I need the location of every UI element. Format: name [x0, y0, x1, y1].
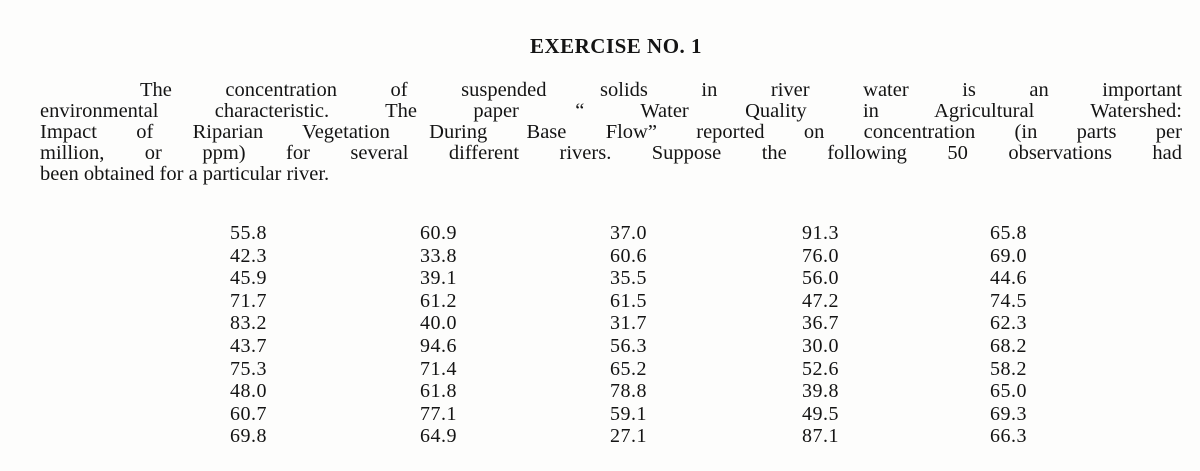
observation-value: 94.6 [420, 334, 457, 357]
observation-value: 60.6 [610, 244, 647, 267]
observations-column-1 [230, 222, 300, 448]
observation-value: 33.8 [420, 244, 457, 267]
observation-value: 65.2 [610, 357, 647, 380]
observation-value: 45.9 [230, 267, 267, 290]
exercise-title: EXERCISE NO. 1 [529, 34, 703, 58]
observation-value: 83.2 [230, 312, 267, 335]
observations-column-4 [802, 222, 872, 448]
observation-value: 56.0 [802, 267, 839, 290]
observation-value: 69.3 [990, 402, 1027, 425]
observation-value: 60.7 [230, 402, 267, 425]
observation-value: 64.9 [420, 425, 457, 448]
paragraph-line: Impact of Riparian Vegetation During Base Flow” reported on concentration (in parts per [40, 121, 1182, 143]
observation-value: 61.5 [610, 289, 647, 312]
observation-value: 35.5 [610, 267, 647, 290]
observations-column-5 [990, 222, 1060, 448]
observation-value: 49.5 [802, 402, 839, 425]
observation-value: 44.6 [990, 267, 1027, 290]
observation-value: 37.0 [610, 222, 647, 244]
observation-value: 61.8 [420, 380, 457, 403]
paragraph-line: environmental characteristic. The paper “ Water Quality in Agricultural Watershed: [40, 100, 1182, 122]
observation-value: 30.0 [802, 334, 839, 357]
observation-value: 36.7 [802, 312, 839, 335]
paragraph-line: The concentration of suspended solids in river water is an important [140, 79, 1182, 101]
observation-value: 48.0 [230, 380, 267, 403]
observation-value: 78.8 [610, 380, 647, 403]
observation-value: 61.2 [420, 289, 457, 312]
observation-value: 75.3 [230, 357, 267, 380]
observation-value: 74.5 [990, 289, 1027, 312]
observation-value: 66.3 [990, 425, 1027, 448]
observation-value: 60.9 [420, 222, 457, 244]
observation-value: 56.3 [610, 334, 647, 357]
observation-value: 47.2 [802, 289, 839, 312]
observation-value: 40.0 [420, 312, 457, 335]
observation-value: 76.0 [802, 244, 839, 267]
observation-value: 77.1 [420, 402, 457, 425]
observations-column-3 [610, 222, 680, 448]
paragraph-line: been obtained for a particular river. [40, 163, 330, 185]
observation-value: 43.7 [230, 334, 267, 357]
paragraph-line: million, or ppm) for several different rivers. Suppose the following 50 observations had [40, 142, 1182, 164]
observation-value: 39.1 [420, 267, 457, 290]
observation-value: 62.3 [990, 312, 1027, 335]
observation-value: 58.2 [990, 357, 1027, 380]
observations-column-2 [420, 222, 490, 448]
observation-value: 91.3 [802, 222, 839, 244]
observation-value: 42.3 [230, 244, 267, 267]
problem-paragraph [40, 80, 1182, 185]
observation-value: 65.8 [990, 222, 1027, 244]
observation-value: 87.1 [802, 425, 839, 448]
observation-value: 27.1 [610, 425, 647, 448]
observation-value: 31.7 [610, 312, 647, 335]
observation-value: 65.0 [990, 380, 1027, 403]
observation-value: 71.7 [230, 289, 267, 312]
observation-value: 52.6 [802, 357, 839, 380]
observation-value: 39.8 [802, 380, 839, 403]
observation-value: 71.4 [420, 357, 457, 380]
observation-value: 69.0 [990, 244, 1027, 267]
observation-value: 68.2 [990, 334, 1027, 357]
observation-value: 59.1 [610, 402, 647, 425]
observation-value: 69.8 [230, 425, 267, 448]
observation-value: 55.8 [230, 222, 267, 244]
